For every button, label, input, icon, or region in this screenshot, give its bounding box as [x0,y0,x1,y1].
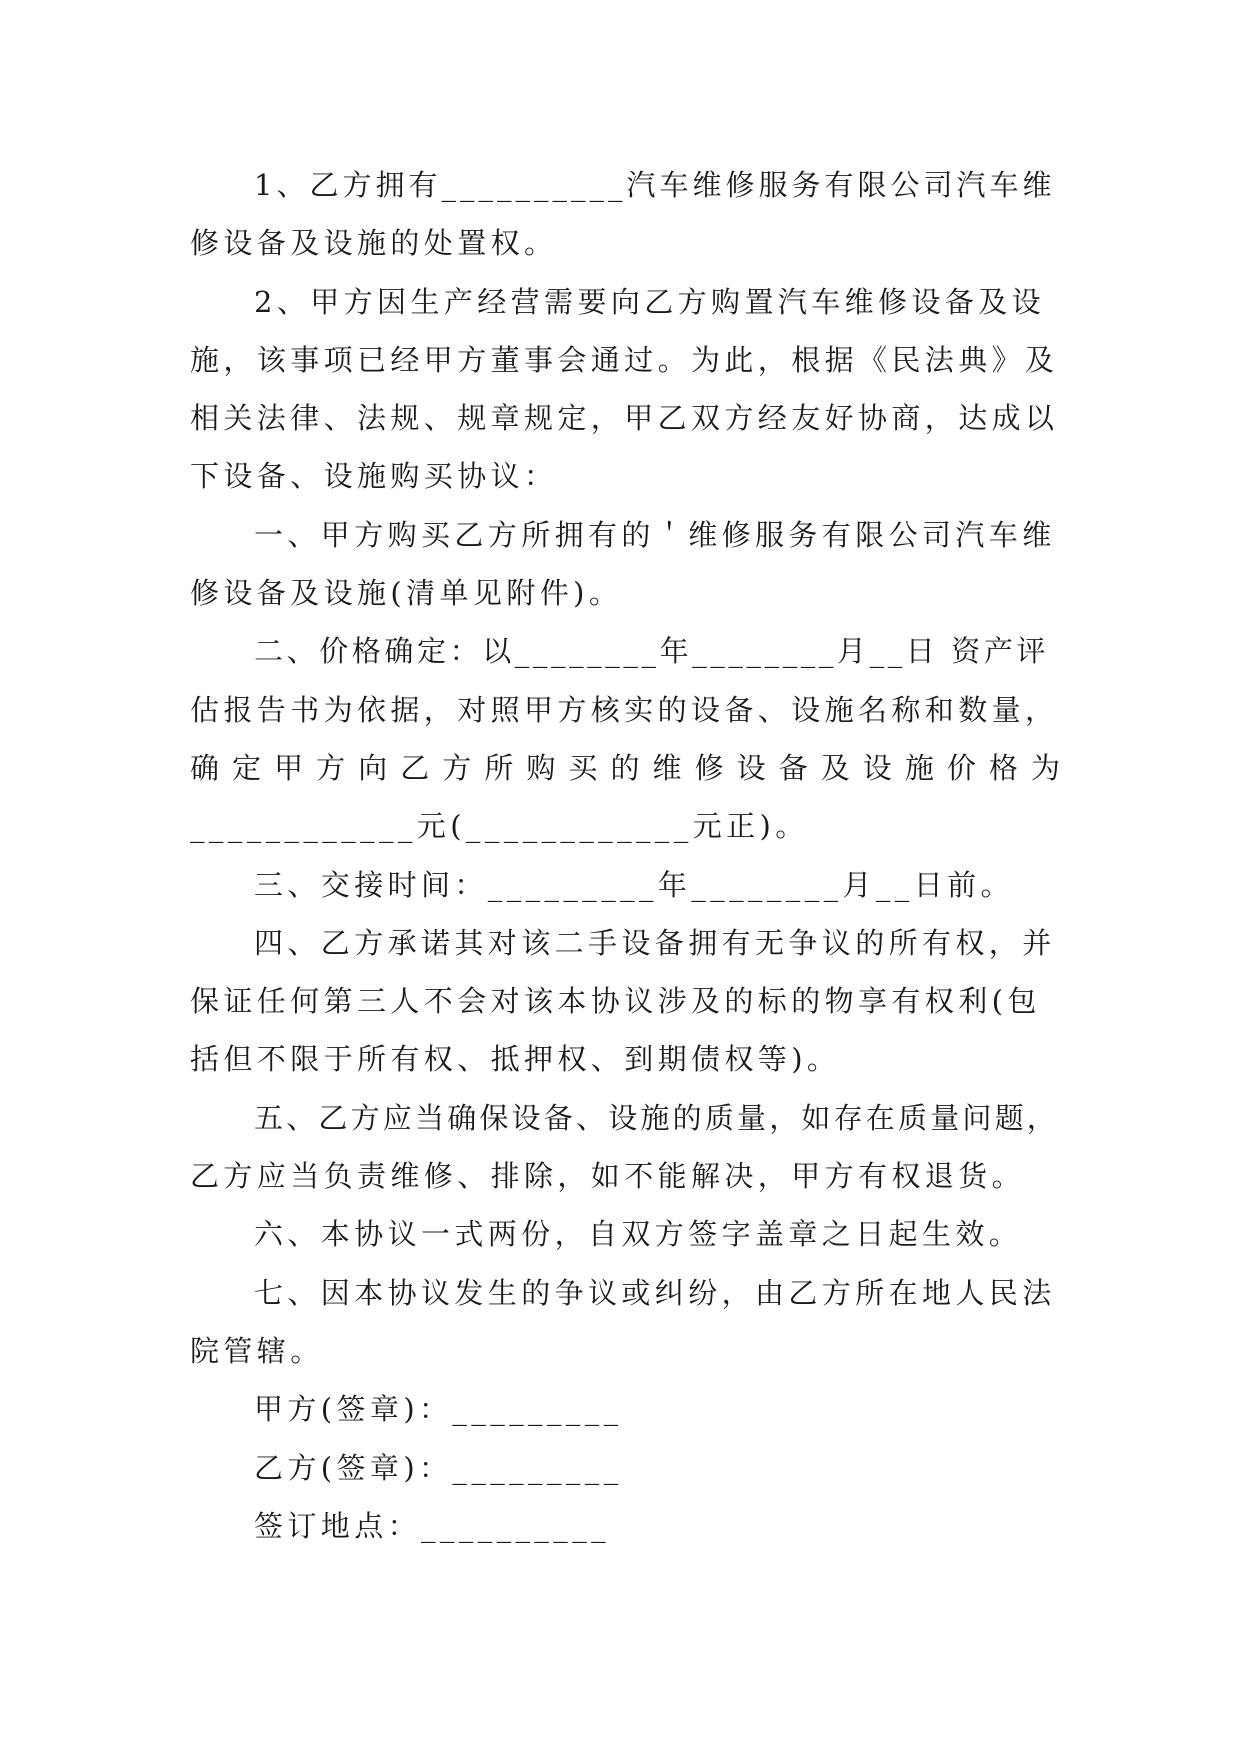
text-line: 一、甲方购买乙方所拥有的＇维修服务有限公司汽车维 [254,517,1056,552]
text-line: 五、乙方应当确保设备、设施的质量，如存在质量问题， [254,1100,1060,1135]
text-line: 2、甲方因生产经营需要向乙方购置汽车维修设备及设 [254,284,1046,319]
text-line: 确定甲方向乙方所购买的维修设备及设施价格为 [190,750,1060,785]
text-line: 院管辖。 [190,1333,324,1368]
signature-line-party-b: 乙方(签章)：_________ [254,1450,623,1485]
signature-line-party-a: 甲方(签章)：_________ [254,1392,623,1427]
text-line: 括但不限于所有权、抵押权、到期债权等)。 [190,1042,841,1077]
text-line: 修设备及设施的处置权。 [190,226,558,261]
text-line: ____________元(____________元正)。 [190,809,809,844]
text-line: 乙方应当负责维修、排除，如不能解决，甲方有权退货。 [190,1159,1026,1194]
signing-location-line: 签订地点：__________ [254,1508,611,1543]
text-line: 三、交接时间：_________年________月__日前。 [254,867,1014,902]
text-line: 修设备及设施(清单见附件)。 [190,576,623,611]
document-body [190,156,1060,1555]
text-line: 施，该事项已经甲方董事会通过。为此，根据《民法典》及 [190,342,1059,377]
text-line: 保证任何第三人不会对该本协议涉及的标的物享有权利(包 [190,984,1041,1019]
text-line: 1、乙方拥有__________汽车维修服务有限公司汽车维 [254,168,1056,202]
text-line: 相关法律、法规、规章规定，甲乙双方经友好协商，达成以 [190,401,1059,436]
text-line: 下设备、设施购买协议： [190,459,558,494]
text-line: 估报告书为依据，对照甲方核实的设备、设施名称和数量， [190,692,1059,727]
text-line: 六、本协议一式两份，自双方签字盖章之日起生效。 [254,1217,1023,1252]
text-line: 四、乙方承诺其对该二手设备拥有无争议的所有权，并 [254,925,1056,960]
text-line: 二、价格确定：以________年________月__日 资产评 [254,634,1050,669]
text-line: 七、因本协议发生的争议或纠纷，由乙方所在地人民法 [254,1275,1056,1310]
